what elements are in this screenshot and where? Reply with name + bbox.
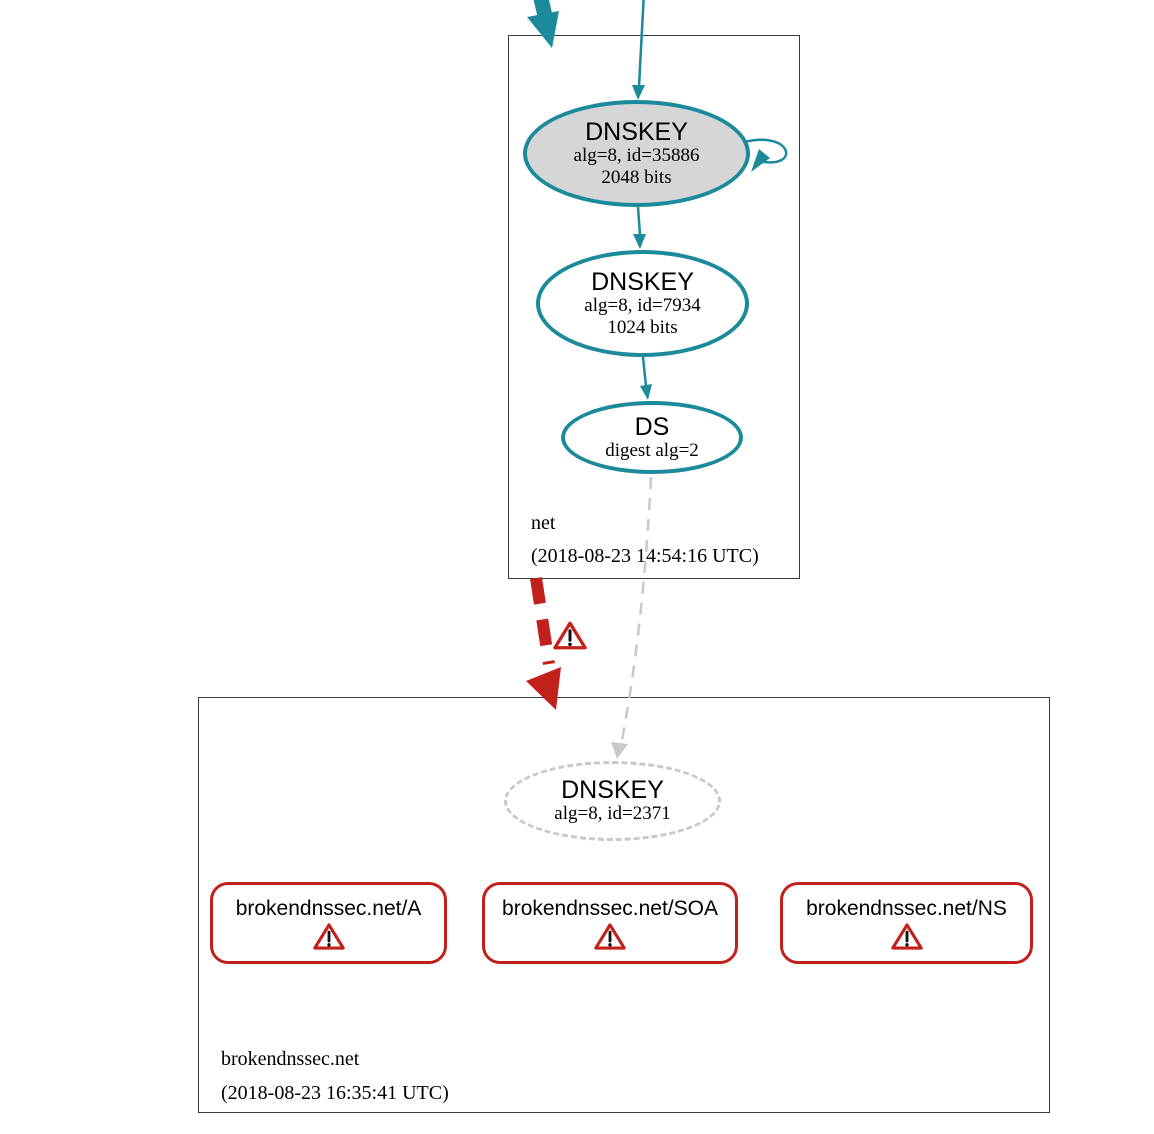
node-detail: 2048 bits [601,166,672,188]
warning-icon [594,922,626,951]
rrset-label: brokendnssec.net/NS [806,897,1007,920]
node-title: DNSKEY [591,268,694,297]
node-detail: alg=8, id=35886 [573,145,700,167]
node-detail: alg=8, id=7934 [584,295,701,317]
warning-icon [891,922,923,951]
warning-icon [313,922,345,951]
node-title: DS [634,412,670,441]
node-detail: digest alg=2 [605,439,699,461]
rrset-node-soa[interactable] [482,882,738,964]
rrset-label: brokendnssec.net/SOA [502,897,718,920]
node-title: DNSKEY [585,118,688,147]
node-detail: alg=8, id=2371 [554,803,671,825]
zone-name: brokendnssec.net [221,1048,360,1070]
node-detail: 1024 bits [607,316,678,338]
rrset-node-ns[interactable] [780,882,1033,964]
node-dnskey-zsk[interactable] [536,250,749,357]
rrset-node-a[interactable] [210,882,447,964]
node-title: DNSKEY [561,776,664,805]
node-ds[interactable] [561,401,743,474]
node-dnskey-insecure[interactable] [504,761,721,841]
zone-name: net [531,512,556,534]
node-dnskey-ksk[interactable] [523,100,750,207]
zone-timestamp: (2018-08-23 16:35:41 UTC) [221,1082,449,1104]
zone-timestamp: (2018-08-23 14:54:16 UTC) [531,545,759,567]
rrset-label: brokendnssec.net/A [235,897,422,920]
warning-icon [553,620,587,651]
